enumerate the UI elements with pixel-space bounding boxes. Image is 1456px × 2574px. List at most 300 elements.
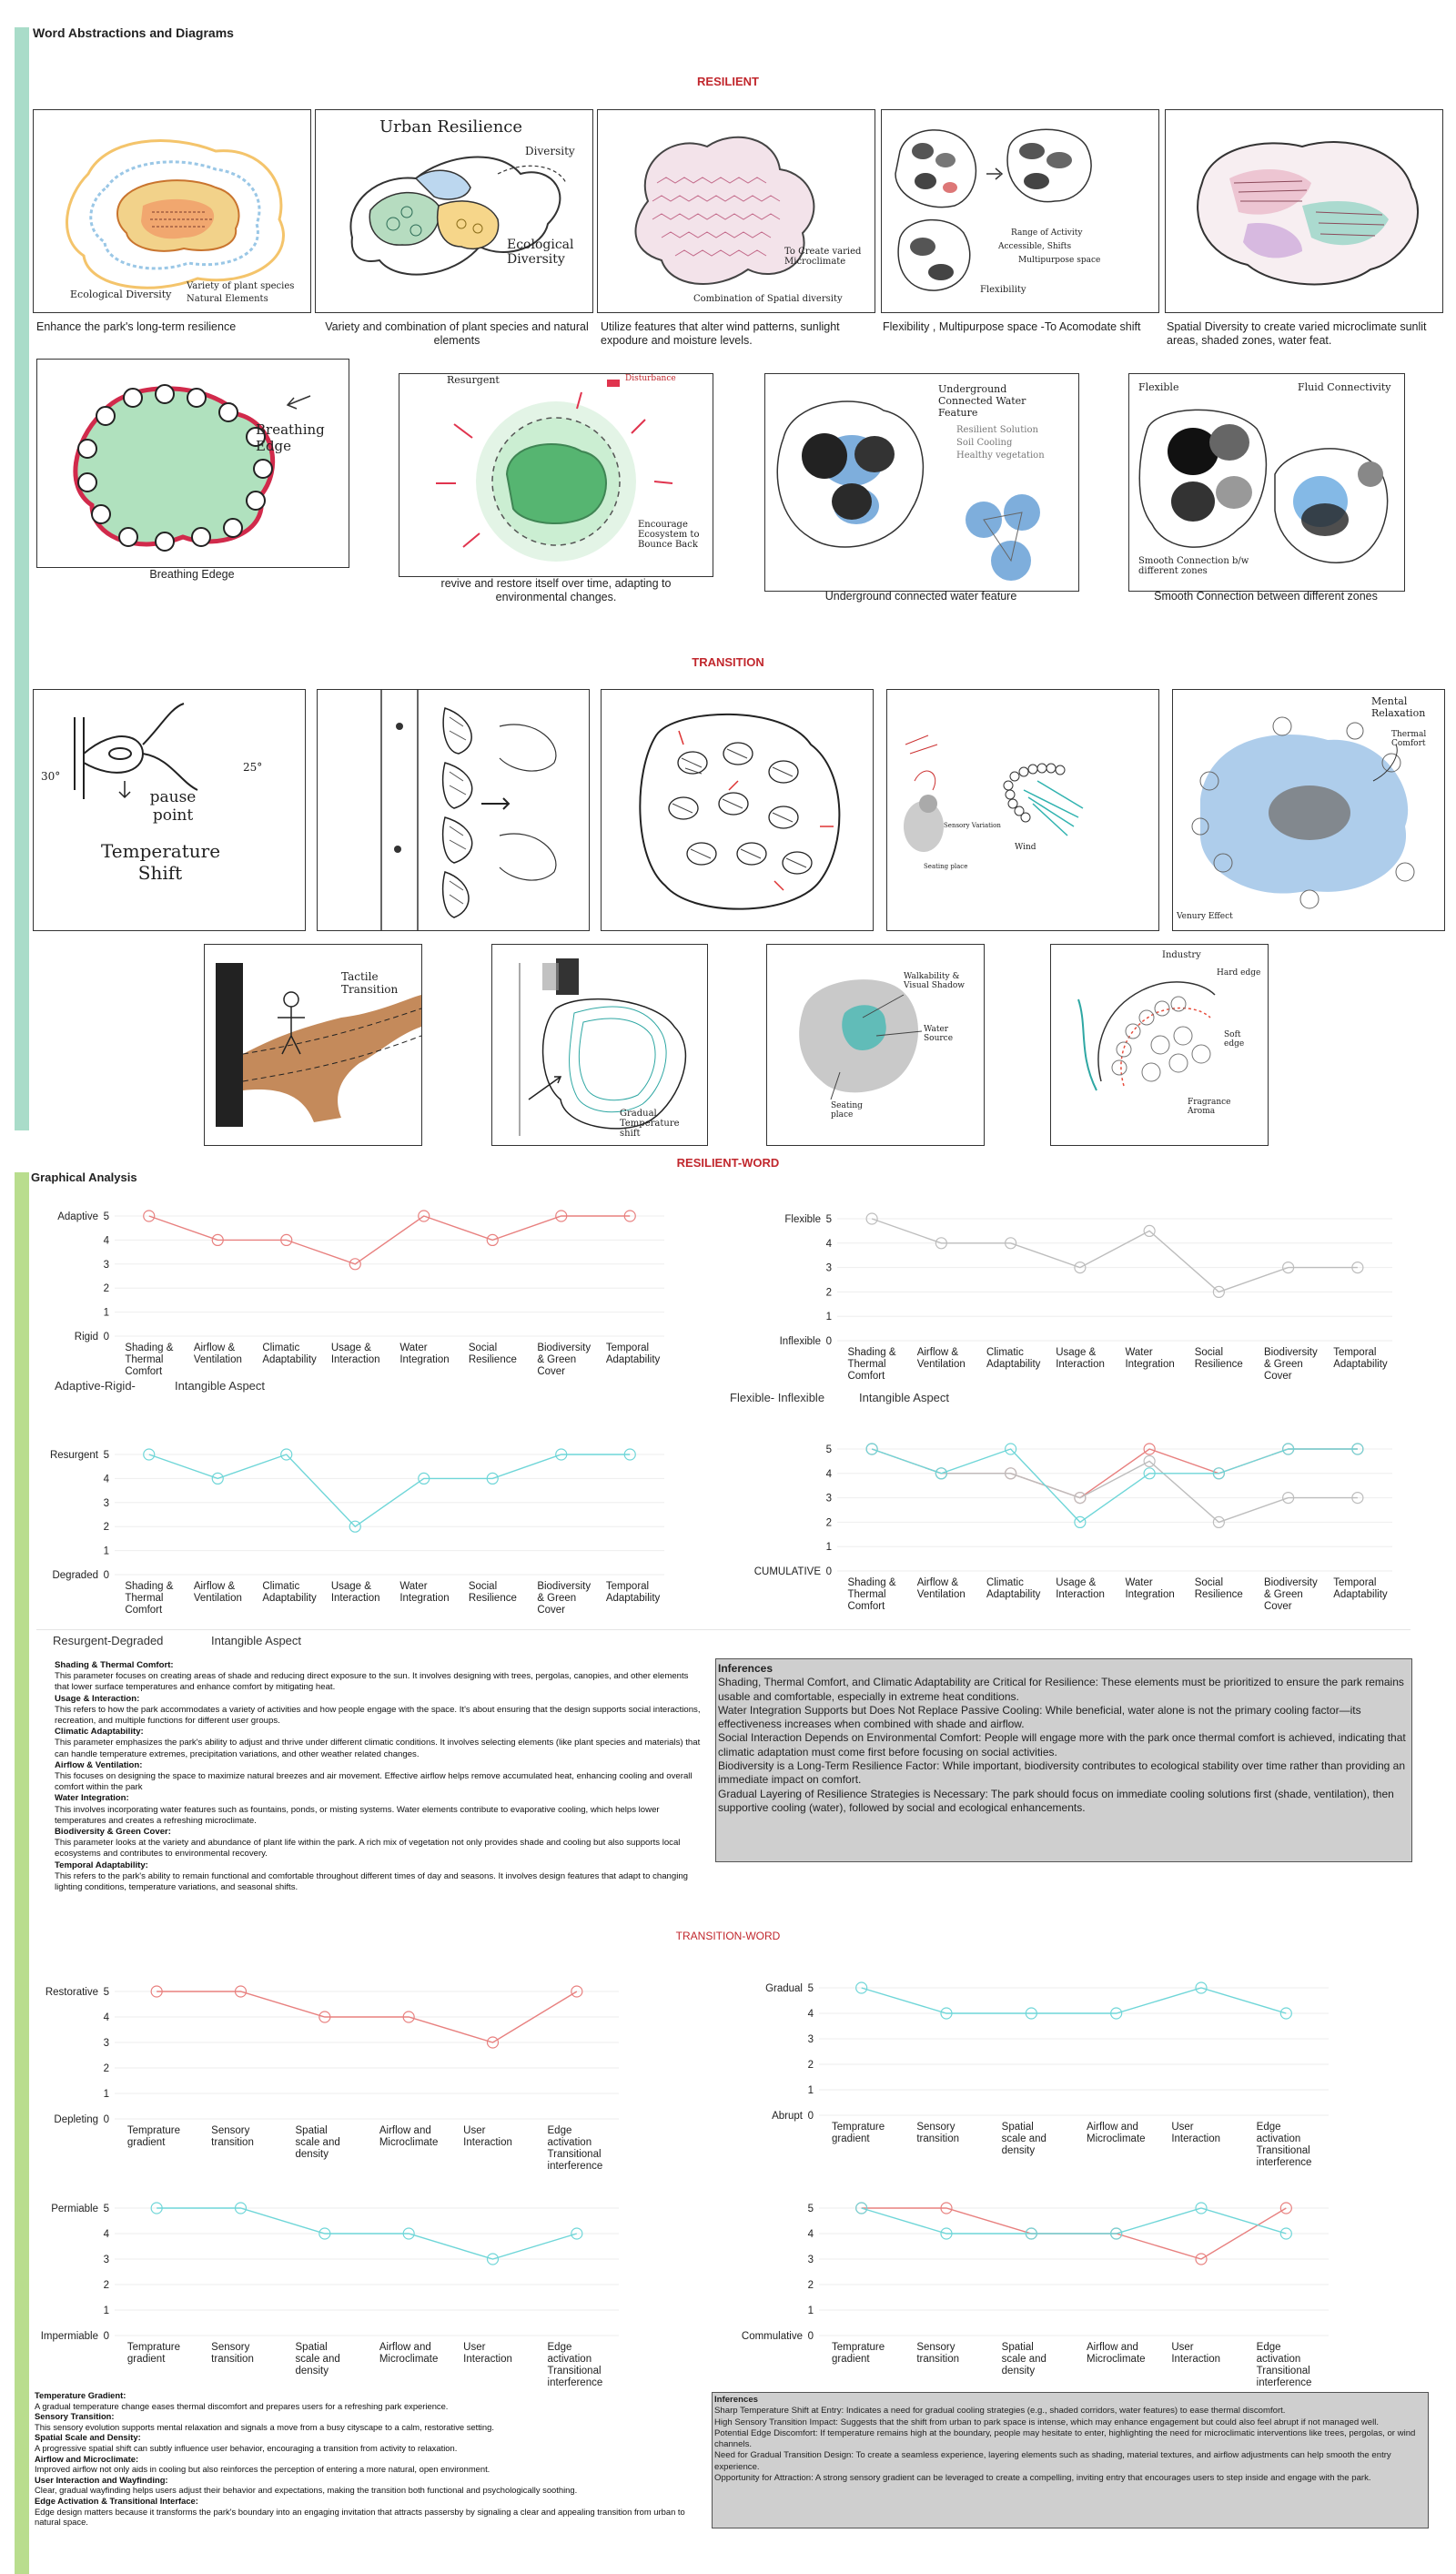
x-tick-label: Shading & bbox=[847, 1347, 896, 1358]
series-line bbox=[872, 1219, 1358, 1292]
y-top-label: Gradual bbox=[765, 1983, 803, 1994]
inference-line: Gradual Layering of Resilience Strategies is Necessary: The park should focus on immediate cooling solutions first (shade, ventilation), then supportive cooling (water), followed by social and ecological enhancements. bbox=[718, 1787, 1394, 1814]
sketch-label: Resilient Solution bbox=[956, 425, 1038, 435]
y-tick-label: 3 bbox=[825, 1493, 832, 1505]
chart-svg bbox=[36, 1975, 637, 2194]
x-tick-label: Adaptability bbox=[986, 1589, 1041, 1600]
y-top-label: Flexible bbox=[784, 1214, 821, 1225]
y-bottom-label: Impermiable bbox=[40, 2331, 98, 2342]
x-tick-label: Comfort bbox=[847, 1371, 885, 1382]
x-tick-label: Sensory bbox=[211, 2342, 250, 2353]
definition-text: Improved airflow not only aids in cooling but also reinforces the perception of entering a more natural, open environment. bbox=[35, 2464, 490, 2475]
x-tick-label: Sensory bbox=[916, 2122, 956, 2133]
y-tick-label: 3 bbox=[103, 2255, 109, 2265]
x-tick-label: gradient bbox=[126, 2137, 166, 2148]
x-tick-label: & Green bbox=[537, 1354, 577, 1365]
inferences-title: Inferences bbox=[718, 1662, 774, 1675]
y-tick-label: 1 bbox=[825, 1542, 832, 1554]
definition-title: Shading & Thermal Comfort: bbox=[55, 1660, 174, 1670]
y-tick-label: 3 bbox=[103, 2038, 109, 2049]
x-tick-label: Edge bbox=[1256, 2342, 1281, 2353]
series-line bbox=[872, 1449, 1358, 1522]
y-tick-label: 1 bbox=[103, 2305, 109, 2316]
sketch-transition-pockets bbox=[601, 689, 874, 931]
x-tick-label: Adaptability bbox=[1333, 1589, 1388, 1600]
inference-line: High Sensory Transition Impact: Suggests that the shift from urban to park space is intense, which may enhance engagement but could also feel abrupt if not managed well. bbox=[714, 2417, 1380, 2427]
definition-text: This parameter looks at the variety and abundance of plant life within the park. A rich mix of vegetation not only provides shade and cooling but also supports local ecosystems and contributes to environmental recovery. bbox=[55, 1838, 681, 1860]
y-tick-label: 5 bbox=[807, 1983, 814, 1994]
chart-svg bbox=[753, 1436, 1420, 1612]
series-line bbox=[872, 1449, 1358, 1522]
x-tick-label: User bbox=[463, 2125, 486, 2136]
sketch-label: Mental Relaxation bbox=[1371, 695, 1426, 719]
y-bottom-label: Rigid bbox=[74, 1332, 98, 1343]
x-tick-label: Adaptability bbox=[605, 1593, 661, 1604]
x-tick-label: & Green bbox=[1263, 1589, 1303, 1600]
sketch-label: Seating place bbox=[924, 863, 968, 870]
y-tick-label: 0 bbox=[103, 2331, 109, 2342]
x-tick-label: Biodiversity bbox=[1263, 1347, 1318, 1358]
chart-svg bbox=[36, 1200, 673, 1377]
y-tick-label: 0 bbox=[103, 1570, 109, 1581]
x-tick-label: Interaction bbox=[463, 2137, 512, 2148]
x-tick-label: gradient bbox=[832, 2354, 870, 2365]
x-tick-label: activation bbox=[547, 2354, 592, 2365]
y-tick-label: 2 bbox=[103, 1283, 109, 1295]
definition-title: Climatic Adaptability: bbox=[55, 1727, 144, 1738]
sketch-transition-edge bbox=[317, 689, 590, 931]
x-tick-label: Climatic bbox=[986, 1347, 1024, 1358]
sketch-label: Flexibility bbox=[980, 285, 1026, 295]
caption-r3: Utilize features that alter wind patterns, sunlight expodure and moisture levels. bbox=[601, 320, 840, 347]
x-tick-label: Interaction bbox=[330, 1593, 380, 1604]
definition-title: Temperature Gradient: bbox=[35, 2390, 126, 2400]
sketch-urban-resilience bbox=[315, 109, 593, 313]
y-tick-label: 4 bbox=[103, 1474, 109, 1485]
x-tick-label: Comfort bbox=[847, 1601, 885, 1612]
x-tick-label: density bbox=[295, 2366, 329, 2376]
x-tick-label: Water bbox=[1125, 1577, 1153, 1588]
definition-text: Clear, gradual wayfinding helps users adjust their behavior and expectations, making the transition both functional and psychologically soothing. bbox=[35, 2485, 578, 2496]
definition-text: This refers to the park's ability to remain functional and comfortable throughout different times of day and seasons. It involves design features that adapt to changing lighting conditions, temperature variations, and seasonal shifts. bbox=[55, 1870, 689, 1893]
chart-resurgent-degraded bbox=[36, 1438, 673, 1616]
x-tick-label: Airflow & bbox=[193, 1581, 236, 1592]
section-transition: TRANSITION bbox=[692, 655, 764, 669]
chart-restorative-depleting bbox=[36, 1975, 637, 2194]
definition-title: Temporal Adaptability: bbox=[55, 1860, 148, 1870]
x-tick-label: Interaction bbox=[1056, 1589, 1105, 1600]
sketch-label: Encourage Ecosystem to Bounce Back bbox=[638, 520, 700, 550]
inference-line: Social Interaction Depends on Environmental Comfort: People will engage more with the park once thermal comfort is achieved, indicating that climatic adaptation must come first before focusing on social activities. bbox=[718, 1731, 1406, 1758]
caption-r7: revive and restore itself over time, adapting to environmental changes. bbox=[440, 577, 672, 603]
x-tick-label: Resilience bbox=[1194, 1589, 1243, 1600]
sketch-spatial-diversity bbox=[1165, 109, 1443, 313]
y-tick-label: 1 bbox=[807, 2085, 814, 2096]
y-tick-label: 4 bbox=[103, 2229, 109, 2240]
y-tick-label: 2 bbox=[825, 1517, 832, 1529]
definition-title: User Interaction and Wayfinding: bbox=[35, 2474, 168, 2485]
x-tick-label: Usage & bbox=[330, 1581, 371, 1592]
x-tick-label: & Green bbox=[1263, 1359, 1303, 1370]
x-tick-label: gradient bbox=[832, 2133, 870, 2144]
x-tick-label: scale and bbox=[1001, 2133, 1046, 2144]
sketch-label: Thermal Comfort bbox=[1391, 730, 1427, 748]
y-tick-label: 5 bbox=[103, 1987, 109, 1998]
chart-svg bbox=[746, 1971, 1347, 2190]
y-tick-label: 4 bbox=[103, 2012, 109, 2023]
x-tick-label: Airflow & bbox=[193, 1343, 236, 1353]
inference-line: Biodiversity is a Long-Term Resilience Factor: While important, biodiversity contributes to ecological stability over time rather than providing an immediate impact on comfort. bbox=[718, 1759, 1405, 1787]
sketch-resurgent bbox=[399, 373, 713, 577]
caption-r1: Enhance the park's long-term resilience bbox=[36, 320, 237, 333]
x-tick-label: Interaction bbox=[330, 1354, 380, 1365]
series-line bbox=[862, 2208, 1287, 2234]
chart-flexible-inflexible bbox=[764, 1206, 1420, 1382]
sketch-ecological-diversity bbox=[33, 109, 311, 313]
sketch-label: Disturbance bbox=[625, 374, 676, 383]
x-tick-label: Adaptability bbox=[262, 1593, 317, 1604]
chart-note-right: Intangible Aspect bbox=[211, 1634, 302, 1647]
x-tick-label: Transitional bbox=[547, 2149, 602, 2160]
sketch-label: Urban Resilience bbox=[379, 117, 523, 137]
x-tick-label: Social bbox=[468, 1343, 498, 1353]
x-tick-label: Social bbox=[468, 1581, 498, 1592]
y-bottom-label: Depleting bbox=[54, 2114, 98, 2125]
x-tick-label: Usage & bbox=[1056, 1347, 1097, 1358]
sketch-label: Seating place bbox=[831, 1101, 863, 1120]
definition-text: This focuses on designing the space to maximize natural breezes and air movement. Effective airflow helps remove accumulated heat, enhancing cooling and overall comfort within the park bbox=[55, 1771, 693, 1793]
x-tick-label: Temprature bbox=[126, 2125, 181, 2136]
x-tick-label: Resilience bbox=[468, 1354, 517, 1365]
sketch-flexibility bbox=[881, 109, 1159, 313]
sketch-label: Healthy vegetation bbox=[956, 451, 1045, 461]
sketch-label: To Create varied Microclimate bbox=[784, 247, 862, 267]
x-tick-label: activation bbox=[1256, 2133, 1301, 2144]
x-tick-label: Sensory bbox=[916, 2342, 956, 2353]
x-tick-label: Transitional bbox=[1256, 2145, 1310, 2156]
sketch-label: Underground Connected Water Feature bbox=[938, 383, 1026, 419]
x-tick-label: Airflow and bbox=[1087, 2122, 1138, 2133]
x-tick-label: Usage & bbox=[1056, 1577, 1097, 1588]
caption-r4: Flexibility , Multipurpose space -To Acomodate shift bbox=[883, 320, 1141, 333]
x-tick-label: Resilience bbox=[468, 1593, 517, 1604]
x-tick-label: Biodiversity bbox=[537, 1581, 592, 1592]
inferences-transition bbox=[712, 2392, 1429, 2528]
x-tick-label: Adaptability bbox=[1333, 1359, 1388, 1370]
sketch-label: Fragrance Aroma bbox=[1188, 1098, 1231, 1116]
x-tick-label: Transitional bbox=[547, 2366, 602, 2376]
x-tick-label: Ventilation bbox=[916, 1589, 966, 1600]
sketch-gradual-temperature bbox=[491, 944, 708, 1146]
x-tick-label: density bbox=[1001, 2366, 1036, 2376]
sketch-label: Gradual Temperature shift bbox=[620, 1109, 680, 1139]
x-tick-label: Temporal bbox=[605, 1581, 650, 1592]
inference-line: Need for Gradual Transition Design: To create a seamless experience, layering elements such as shading, material textures, and airflow adjustments can help smooth the entry experience. bbox=[714, 2450, 1391, 2472]
x-tick-label: Transitional bbox=[1256, 2366, 1310, 2376]
x-tick-label: Edge bbox=[547, 2125, 572, 2136]
y-tick-label: 2 bbox=[103, 2063, 109, 2074]
sketch-label: Accessible, Shifts bbox=[998, 242, 1072, 251]
x-tick-label: Edge bbox=[1256, 2122, 1281, 2133]
y-top-label: Restorative bbox=[45, 1987, 98, 1998]
sketch-label: 30° bbox=[41, 770, 61, 783]
y-tick-label: 3 bbox=[103, 1497, 109, 1509]
inferences-title: Inferences bbox=[714, 2395, 758, 2405]
sketch-label: Temperature Shift bbox=[101, 840, 221, 884]
x-tick-label: Resilience bbox=[1194, 1359, 1243, 1370]
chart-note-left: Flexible- Inflexible bbox=[730, 1391, 825, 1404]
side-bar-bottom bbox=[15, 1172, 29, 2574]
sketch-label: Soft edge bbox=[1224, 1030, 1245, 1049]
chart-svg bbox=[36, 2192, 637, 2410]
y-tick-label: 5 bbox=[103, 1450, 109, 1461]
y-tick-label: 5 bbox=[103, 2204, 109, 2214]
x-tick-label: User bbox=[1171, 2122, 1194, 2133]
sketch-label: Ecological Diversity bbox=[70, 289, 172, 300]
x-tick-label: Integration bbox=[399, 1593, 450, 1604]
x-tick-label: Interaction bbox=[1056, 1359, 1105, 1370]
sketch-label: Resurgent bbox=[447, 374, 500, 386]
x-tick-label: & Green bbox=[537, 1593, 577, 1604]
y-tick-label: 4 bbox=[825, 1238, 832, 1250]
section-transition-word: TRANSITION-WORD bbox=[675, 1930, 781, 1942]
x-tick-label: Integration bbox=[399, 1354, 450, 1365]
x-tick-label: Airflow & bbox=[916, 1577, 959, 1588]
sketch-label: Soil Cooling bbox=[956, 438, 1013, 448]
x-tick-label: Integration bbox=[1125, 1589, 1175, 1600]
chart-commulative bbox=[741, 2192, 1347, 2410]
sketch-underground-water bbox=[764, 373, 1079, 592]
y-bottom-label: Degraded bbox=[52, 1570, 98, 1581]
sketch-label: Water Source bbox=[924, 1025, 954, 1043]
y-tick-label: 3 bbox=[807, 2255, 814, 2265]
definition-title: Sensory Transition: bbox=[35, 2411, 115, 2422]
y-tick-label: 5 bbox=[103, 1211, 109, 1222]
x-tick-label: Shading & bbox=[125, 1343, 174, 1353]
x-tick-label: Cover bbox=[1263, 1601, 1292, 1612]
definition-title: Airflow & Ventilation: bbox=[55, 1759, 143, 1770]
definition-text: This refers to how the park accommodates a variety of activities and how people engage with the space. It's about ensuring that the design supports social interactions, recreation, and multiple functions for different user groups. bbox=[55, 1704, 701, 1727]
x-tick-label: scale and bbox=[1001, 2354, 1046, 2365]
y-tick-label: 0 bbox=[825, 1566, 832, 1577]
sketch-label: Combination of Spatial diversity bbox=[693, 294, 843, 304]
sketch-label: Flexible bbox=[1138, 381, 1179, 393]
x-tick-label: Edge bbox=[547, 2342, 572, 2353]
chart-adaptive-rigid bbox=[36, 1200, 673, 1377]
x-tick-label: User bbox=[463, 2342, 486, 2353]
chart-gradual-abrupt bbox=[746, 1971, 1347, 2190]
caption-r6: Breathing Edege bbox=[149, 568, 235, 581]
x-tick-label: density bbox=[1001, 2145, 1036, 2156]
x-tick-label: Climatic bbox=[262, 1343, 300, 1353]
x-tick-label: Integration bbox=[1125, 1359, 1175, 1370]
chart-permiable-impermiable bbox=[36, 2192, 637, 2410]
x-tick-label: Climatic bbox=[262, 1581, 300, 1592]
x-tick-label: Temporal bbox=[1333, 1577, 1377, 1588]
sketch-label: Walkability & Visual Shadow bbox=[904, 972, 965, 990]
inference-line: Shading, Thermal Comfort, and Climatic Adaptability are Critical for Resilience: These elements must be prioritized to ensure the park remains usable and comfortable, especially in extreme heat conditions. bbox=[718, 1676, 1404, 1703]
sketch-venury-effect bbox=[1172, 689, 1445, 931]
caption-r9: Smooth Connection between different zones bbox=[1154, 590, 1378, 603]
definition-title: Airflow and Microclimate: bbox=[35, 2453, 139, 2464]
definition-text: This parameter focuses on creating areas of shade and reducing direct exposure to the sun. It involves designing with trees, pergolas, canopies, and other elements that lower surface temperatures and enhance comfort by mitigating heat. bbox=[55, 1671, 689, 1693]
x-tick-label: scale and bbox=[295, 2354, 340, 2365]
sketch-label: Multipurpose space bbox=[1018, 256, 1101, 265]
y-tick-label: 1 bbox=[825, 1312, 832, 1323]
divider bbox=[36, 1629, 1410, 1630]
sketch-label: Variety of plant species bbox=[187, 281, 295, 291]
x-tick-label: Social bbox=[1194, 1347, 1224, 1358]
chart-cumulative bbox=[753, 1436, 1420, 1612]
sketch-label: 25° bbox=[243, 761, 263, 774]
inference-line: Opportunity for Attraction: A strong sensory gradient can be leveraged to create a compelling, inviting entry that encourages users to step inside and engage with the park. bbox=[714, 2473, 1371, 2484]
x-tick-label: Social bbox=[1194, 1577, 1224, 1588]
sketch-label: Range of Activity bbox=[1011, 228, 1083, 238]
x-tick-label: density bbox=[295, 2149, 329, 2160]
x-tick-label: Spatial bbox=[1001, 2342, 1034, 2353]
inference-line: Potential Edge Discomfort: If temperature remains high at the boundary, people may hesitate to enter, highlighting the need for microclimatic interventions like trees, pergolas, or wind channels. bbox=[714, 2427, 1416, 2450]
sketch-edge-activation bbox=[1050, 944, 1269, 1146]
definition-text: Edge design matters because it transforms the park's boundary into an engaging invitation that attracts passersby by signaling a clear and appealing transition from urban to natural space. bbox=[35, 2506, 685, 2528]
y-tick-label: 3 bbox=[825, 1262, 832, 1274]
y-top-label: Adaptive bbox=[57, 1211, 98, 1222]
definition-title: Edge Activation & Transitional Interface: bbox=[35, 2495, 198, 2506]
sketch-label: Tactile Transition bbox=[341, 970, 399, 996]
definition-title: Water Integration: bbox=[55, 1793, 129, 1804]
x-tick-label: Temprature bbox=[126, 2342, 181, 2353]
x-tick-label: Ventilation bbox=[193, 1593, 242, 1604]
y-tick-label: 5 bbox=[807, 2204, 814, 2214]
page-title: Word Abstractions and Diagrams bbox=[33, 25, 234, 40]
y-tick-label: 4 bbox=[807, 2009, 814, 2020]
x-tick-label: Interaction bbox=[1171, 2133, 1221, 2144]
y-tick-label: 1 bbox=[103, 1545, 109, 1557]
y-tick-label: 0 bbox=[825, 1336, 832, 1347]
x-tick-label: Climatic bbox=[986, 1577, 1024, 1588]
x-tick-label: Adaptability bbox=[986, 1359, 1041, 1370]
y-bottom-label: CUMULATIVE bbox=[753, 1566, 821, 1577]
side-bar-top bbox=[15, 27, 29, 1130]
x-tick-label: Airflow and bbox=[379, 2342, 431, 2353]
x-tick-label: Spatial bbox=[295, 2125, 328, 2136]
chart-svg bbox=[764, 1206, 1420, 1382]
chart-svg bbox=[36, 1438, 673, 1616]
x-tick-label: Thermal bbox=[125, 1593, 164, 1604]
sketch-label: Breathing Edge bbox=[256, 421, 325, 454]
inference-line: Water Integration Supports but Does Not Replace Passive Cooling: While beneficial, water alone is not the primary cooling factor—its effectiveness increases when combined with shade and airflow. bbox=[718, 1703, 1361, 1731]
x-tick-label: Interaction bbox=[463, 2354, 512, 2365]
sketch-temperature-shift bbox=[33, 689, 306, 931]
definition-text: This sensory evolution supports mental relaxation and signals a move from a busy cityscape to a calm, restorative setting. bbox=[35, 2421, 494, 2432]
x-tick-label: Shading & bbox=[847, 1577, 896, 1588]
y-tick-label: 4 bbox=[825, 1468, 832, 1480]
series-line bbox=[149, 1454, 631, 1526]
x-tick-label: Sensory bbox=[211, 2125, 250, 2136]
sketch-label: Ecological Diversity bbox=[507, 238, 574, 267]
definition-text: A gradual temperature change eases thermal discomfort and prepares users for a refreshing park experience. bbox=[35, 2400, 449, 2411]
y-tick-label: 2 bbox=[807, 2060, 814, 2071]
sketch-varied-microclimate bbox=[597, 109, 875, 313]
y-tick-label: 2 bbox=[103, 1522, 109, 1534]
x-tick-label: Adaptability bbox=[605, 1354, 661, 1365]
x-tick-label: Cover bbox=[537, 1605, 566, 1616]
x-tick-label: Microclimate bbox=[379, 2137, 439, 2148]
x-tick-label: Microclimate bbox=[1087, 2133, 1146, 2144]
sketch-sensory-variation bbox=[886, 689, 1159, 931]
chart-note-left: Resurgent-Degraded bbox=[53, 1634, 164, 1647]
x-tick-label: Water bbox=[399, 1343, 428, 1353]
x-tick-label: interference bbox=[547, 2377, 603, 2388]
y-tick-label: 3 bbox=[807, 2034, 814, 2045]
y-tick-label: 0 bbox=[807, 2331, 814, 2342]
x-tick-label: Water bbox=[399, 1581, 428, 1592]
x-tick-label: Microclimate bbox=[1087, 2354, 1146, 2365]
chart-note-right: Intangible Aspect bbox=[175, 1379, 266, 1393]
x-tick-label: transition bbox=[211, 2354, 254, 2365]
x-tick-label: gradient bbox=[126, 2354, 166, 2365]
x-tick-label: interference bbox=[1256, 2377, 1312, 2388]
x-tick-label: interference bbox=[547, 2161, 603, 2172]
x-tick-label: Airflow and bbox=[1087, 2342, 1138, 2353]
y-tick-label: 0 bbox=[807, 2111, 814, 2122]
x-tick-label: Temprature bbox=[832, 2342, 885, 2353]
graphical-analysis-title: Graphical Analysis bbox=[31, 1170, 137, 1184]
x-tick-label: Interaction bbox=[1171, 2354, 1221, 2365]
sketch-label: Smooth Connection b/w different zones bbox=[1138, 556, 1249, 576]
inferences-resilient bbox=[715, 1658, 1412, 1862]
y-tick-label: 5 bbox=[825, 1214, 832, 1225]
chart-svg bbox=[741, 2192, 1347, 2410]
x-tick-label: transition bbox=[211, 2137, 254, 2148]
x-tick-label: Airflow & bbox=[916, 1347, 959, 1358]
x-tick-label: Water bbox=[1125, 1347, 1153, 1358]
series-line bbox=[862, 1988, 1287, 2013]
y-tick-label: 1 bbox=[103, 2089, 109, 2100]
definition-text: This parameter emphasizes the park's ability to adjust and thrive under different climatic conditions. It involves selecting elements (like plant species and materials) that can handle temperature extremes, precipitation variations, and other weather related changes. bbox=[55, 1738, 701, 1759]
x-tick-label: transition bbox=[916, 2133, 960, 2144]
chart-note-right: Intangible Aspect bbox=[859, 1391, 950, 1404]
x-tick-label: User bbox=[1171, 2342, 1194, 2353]
x-tick-label: Shading & bbox=[125, 1581, 174, 1592]
chart-note-left: Adaptive-Rigid- bbox=[55, 1379, 136, 1393]
x-tick-label: Adaptability bbox=[262, 1354, 317, 1365]
definitions-resilient bbox=[55, 1660, 703, 1893]
section-resilient: RESILIENT bbox=[697, 75, 759, 88]
x-tick-label: interference bbox=[1256, 2157, 1312, 2168]
x-tick-label: transition bbox=[916, 2354, 960, 2365]
sketch-label: Hard edge bbox=[1217, 968, 1261, 978]
x-tick-label: scale and bbox=[295, 2137, 340, 2148]
x-tick-label: Microclimate bbox=[379, 2354, 439, 2365]
y-bottom-label: Abrupt bbox=[772, 2111, 803, 2122]
y-tick-label: 3 bbox=[103, 1259, 109, 1271]
x-tick-label: Biodiversity bbox=[537, 1343, 592, 1353]
x-tick-label: Thermal bbox=[125, 1354, 164, 1365]
sketch-label: Fluid Connectivity bbox=[1298, 381, 1391, 393]
sketch-tactile-transition bbox=[204, 944, 422, 1146]
definition-text: A progressive spatial shift can subtly influence user behavior, encouraging a transition from activity to relaxation. bbox=[35, 2442, 458, 2453]
definition-title: Spatial Scale and Density: bbox=[35, 2432, 141, 2443]
y-bottom-label: Commulative bbox=[741, 2331, 803, 2342]
y-bottom-label: Inflexible bbox=[779, 1336, 821, 1347]
sketch-water-source bbox=[766, 944, 985, 1146]
y-tick-label: 2 bbox=[103, 2280, 109, 2291]
sketch-label: Natural Elements bbox=[187, 294, 268, 304]
x-tick-label: Airflow and bbox=[379, 2125, 431, 2136]
x-tick-label: Biodiversity bbox=[1263, 1577, 1318, 1588]
y-tick-label: 1 bbox=[807, 2305, 814, 2316]
y-tick-label: 0 bbox=[103, 1332, 109, 1343]
